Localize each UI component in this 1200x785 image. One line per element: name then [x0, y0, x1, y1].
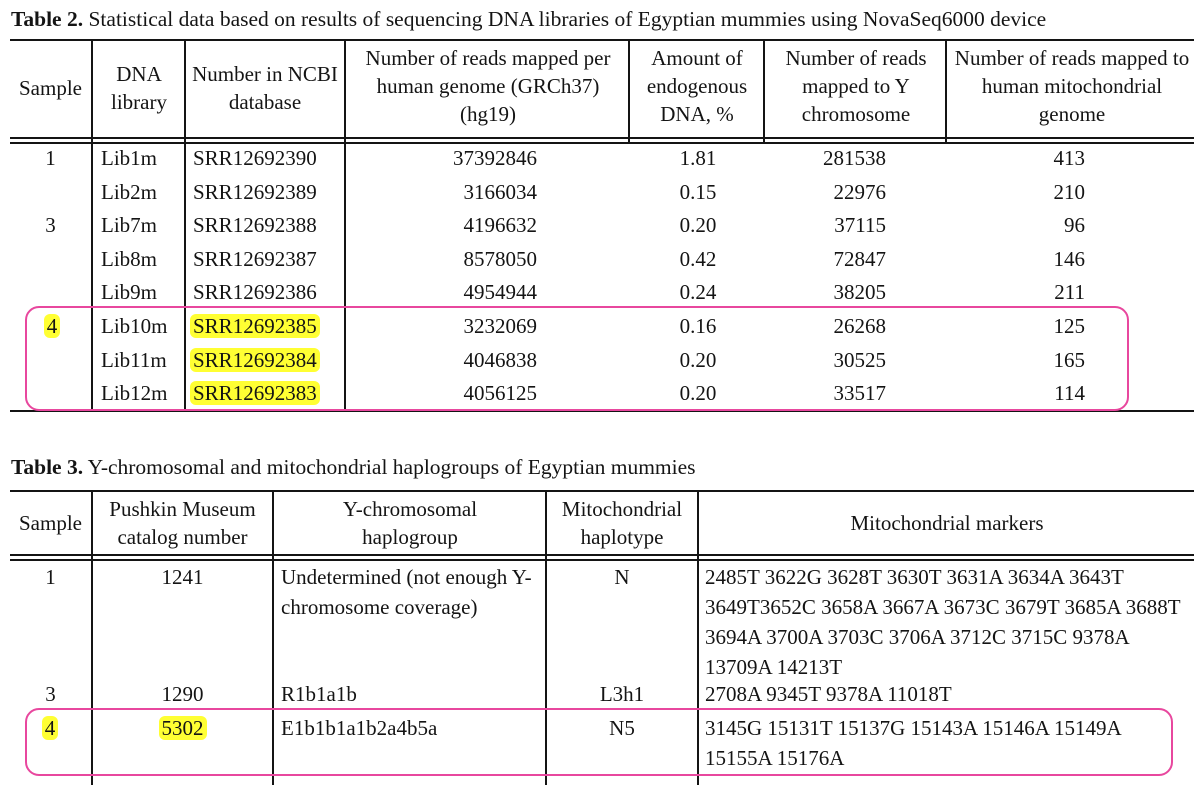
table3-header-rule [10, 554, 1194, 556]
cell-y-reads: 33517 [833, 381, 886, 405]
cell-library: Lib11m [101, 347, 167, 372]
table3-caption: Table 3. Y-chromosomal and mitochondrial haplogroups of Egyptian mummies [11, 455, 696, 479]
cell-ncbi: SRR12692389 [193, 179, 317, 204]
cell-reads: 4196632 [463, 213, 537, 237]
table3-header-mito-haplotype: Mitochondrial haplotype [561, 497, 683, 549]
highlight-marker: SRR12692385 [190, 314, 320, 338]
table2-header-sample: Sample [19, 76, 82, 100]
cell-mito-reads: 114 [1054, 381, 1085, 405]
cell-catalog: 1290 [161, 682, 204, 706]
cell-y-haplogroup: R1b1a1b [281, 682, 357, 706]
cell-mito-reads: 413 [1053, 146, 1085, 170]
table2-col-divider [628, 39, 630, 143]
cell-library: Lib8m [101, 246, 157, 271]
cell-sample: 3 [45, 682, 56, 706]
cell-y-reads: 26268 [833, 314, 886, 338]
cell-catalog: 1241 [161, 565, 204, 589]
cell-sample [38, 714, 62, 743]
cell-mito-haplotype: L3h1 [599, 682, 645, 706]
table2-header-reads: Number of reads mapped per human genome (GRCh37) (hg19) [365, 46, 611, 126]
cell-mito-haplotype: N [614, 565, 630, 589]
table3-header-catalog: Pushkin Museum catalog number [109, 497, 256, 549]
cell-reads: 4046838 [463, 347, 537, 372]
cell-catalog [95, 714, 270, 743]
cell-ncbi [190, 312, 320, 341]
cell-mito-reads: 165 [1053, 347, 1085, 372]
cell-sample: 1 [45, 146, 56, 170]
cell-mito-reads: 211 [1054, 280, 1085, 304]
table2-header-y-reads: Number of reads mapped to Y chromosome [785, 46, 927, 126]
table3-header-y-haplogroup: Y-chromosomal haplogroup [342, 497, 478, 549]
cell-y-haplogroup: Undetermined (not enough Y-chromosome coverage) [281, 565, 532, 619]
cell-ncbi: SRR12692386 [193, 280, 317, 304]
cell-reads: 3232069 [463, 314, 537, 338]
cell-mito-haplotype: N5 [609, 716, 635, 740]
cell-reads: 8578050 [463, 246, 537, 271]
cell-reads: 37392846 [453, 146, 537, 170]
cell-reads: 3166034 [463, 179, 537, 204]
cell-y-reads: 38205 [833, 280, 886, 304]
cell-mito-reads: 210 [1053, 179, 1085, 204]
cell-y-reads: 37115 [834, 213, 886, 237]
cell-library: Lib7m [101, 213, 157, 237]
table2-col-divider [945, 39, 947, 143]
cell-y-reads: 30525 [833, 347, 886, 372]
table3-header-markers: Mitochondrial markers [850, 511, 1044, 535]
cell-endogenous: 0.20 [679, 213, 717, 237]
table3-header-sample: Sample [19, 511, 82, 535]
cell-library: Lib9m [101, 280, 157, 304]
cell-library: Lib10m [101, 314, 168, 338]
cell-ncbi [190, 379, 320, 408]
cell-endogenous: 0.15 [679, 179, 717, 204]
cell-endogenous: 1.81 [679, 146, 717, 170]
cell-mito-reads: 146 [1053, 246, 1085, 271]
highlight-marker: 5302 [159, 716, 207, 740]
cell-ncbi: SRR12692388 [193, 213, 317, 237]
cell-y-reads: 22976 [833, 179, 886, 204]
cell-library: Lib1m [101, 146, 157, 170]
cell-sample: 1 [45, 565, 56, 589]
highlight-marker: SRR12692384 [190, 348, 320, 372]
cell-markers: 2708A 9345T 9378A 11018T [705, 682, 952, 706]
table2-header-mito-reads: Number of reads mapped to human mitochondrial genome [954, 46, 1190, 126]
table2-col-divider [763, 39, 765, 143]
cell-mito-reads: 125 [1053, 314, 1085, 338]
cell-endogenous: 0.20 [679, 381, 717, 405]
highlight-marker: 4 [42, 716, 59, 740]
cell-library: Lib2m [101, 179, 157, 204]
cell-endogenous: 0.16 [679, 314, 717, 338]
table2-caption: Table 2. Statistical data based on results of sequencing DNA libraries of Egyptian mummies using NovaSeq6000 device [11, 7, 1047, 31]
cell-endogenous: 0.20 [679, 347, 717, 372]
cell-y-reads: 72847 [833, 246, 886, 271]
cell-library: Lib12m [101, 381, 168, 405]
cell-endogenous: 0.42 [679, 246, 717, 271]
table2-header-library: DNA library [111, 62, 167, 114]
cell-y-haplogroup: E1b1b1a1b2a4b5a [281, 716, 438, 740]
highlight-marker: SRR12692383 [190, 381, 320, 405]
cell-ncbi [190, 346, 320, 375]
highlight-marker: 4 [44, 314, 61, 338]
cell-markers: 2485T 3622G 3628T 3630T 3631A 3634A 3643T 3649T3652C 3658A 3667A 3673C 3679T 3685A 3688T 3694A 3700A 3703C 3706A 3712C 3715C 9378A 13709A 14213T [705, 565, 1181, 679]
cell-sample: 3 [45, 213, 56, 237]
cell-endogenous: 0.24 [679, 280, 717, 304]
cell-markers: 3145G 15131T 15137G 15143A 15146A 15149A 15155A 15176A [705, 716, 1121, 770]
table2-top-rule [10, 39, 1194, 41]
cell-ncbi: SRR12692387 [193, 246, 317, 271]
cell-sample [40, 312, 64, 341]
cell-reads: 4954944 [463, 280, 537, 304]
table2-header-ncbi: Number in NCBI database [192, 62, 338, 114]
table3-top-rule [10, 490, 1194, 492]
table3-header-rule-double [10, 559, 1194, 561]
cell-ncbi: SRR12692390 [193, 146, 317, 170]
cell-y-reads: 281538 [823, 146, 886, 170]
table2-header-endogenous: Amount of endogenous DNA, % [646, 46, 748, 126]
table2-header-rule [10, 137, 1194, 139]
cell-mito-reads: 96 [1064, 213, 1085, 237]
cell-reads: 4056125 [463, 381, 537, 405]
